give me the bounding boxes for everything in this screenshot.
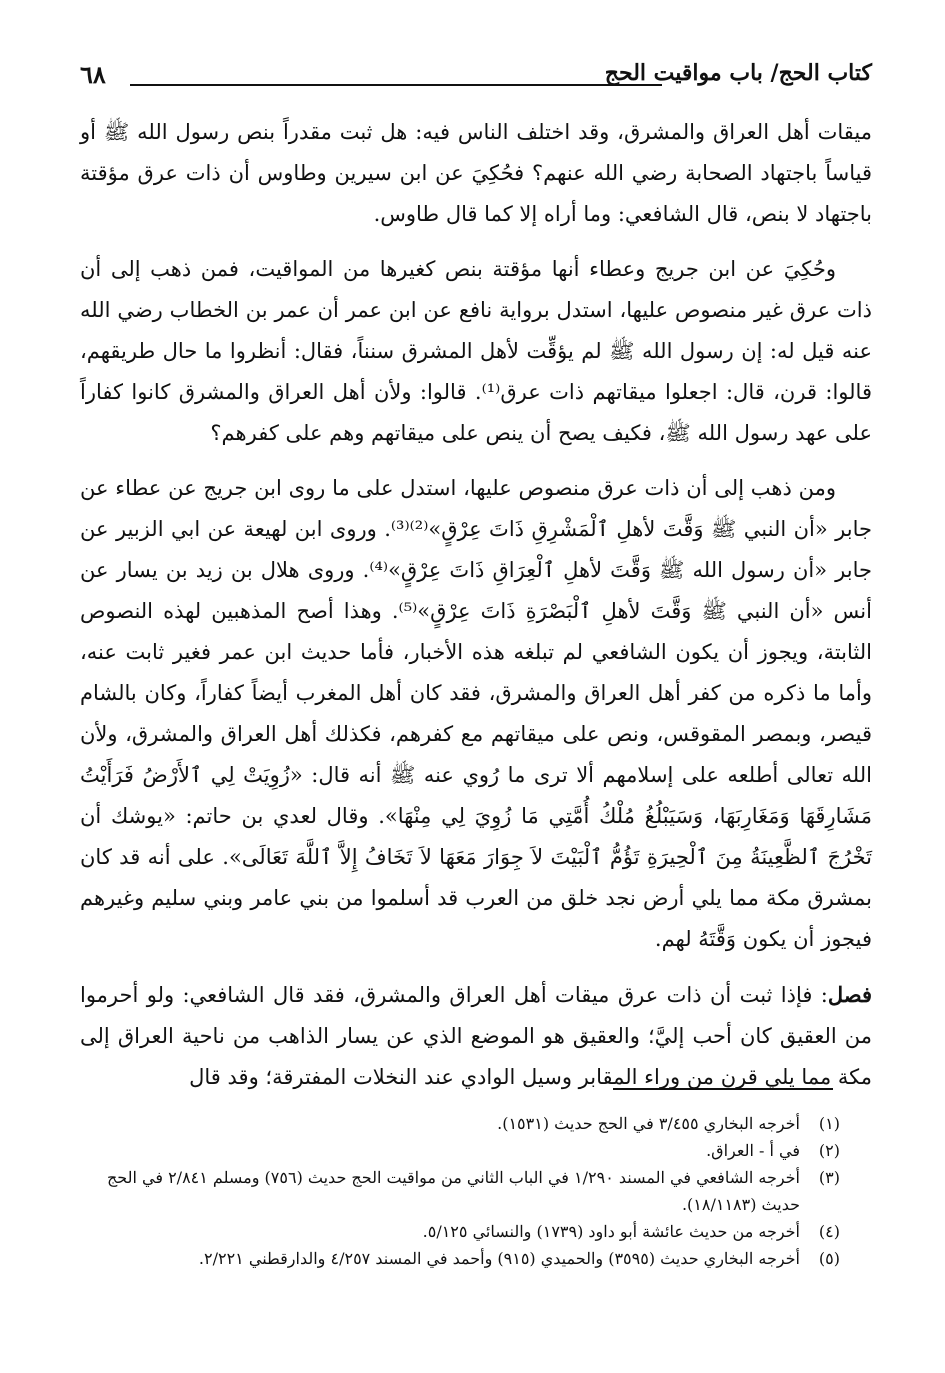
footnote-separator xyxy=(613,1088,833,1090)
footnote-1 xyxy=(80,1110,840,1137)
footnotes xyxy=(80,1110,840,1272)
running-header xyxy=(80,58,872,96)
paragraph-1: ميقات أهل العراق والمشرق، وقد اختلف الناس فيه: هل ثبت مقدراً بنص رسول الله ﷺ أو قياساً باجتهاد الصحابة رضي الله عنهم؟ فحُكِيَ عن ابن سيرين وطاوس أن ذات عرق مؤقتة باجتهاد لا بنص، قال الشافعي: وما أراه إلا كما قال طاوس. xyxy=(80,120,872,226)
footnote-number: (١) xyxy=(818,1114,840,1133)
paragraph-4 xyxy=(80,974,872,1098)
footnote-text: أخرجه الشافعي في المسند ١/٢٩٠ في الباب الثاني من مواقيت الحج حديث (٧٥٦) ومسلم ٢/٨٤١ في الحج حديث (١٨/١١٨٣). xyxy=(106,1168,800,1214)
paragraph-3: ومن ذهب إلى أن ذات عرق منصوص عليها، استدل على ما روى ابن جريج عن عطاء عن جابر «أن النبي ﷺ وَقَّتَ لأهلِ ٱلْمَشْرِقِ ذَاتَ عِرْقٍ»⁽²⁾⁽³⁾. وروى ابن لهيعة عن ابي الزبير عن جابر «أن رسول الله ﷺ وَقَّتَ لأهلِ ٱلْعِرَاقِ ذَاتَ عِرْقٍ»⁽⁴⁾. وروى هلال بن زيد بن يسار عن أنس «أن النبي ﷺ وَقَّتَ لأهلِ ٱلْبَصْرَةِ ذَاتَ عِرْقٍ»⁽⁵⁾. وهذا أصح المذهبين لهذه النصوص الثابتة، ويجوز أن يكون الشافعي لم تبلغه هذه الأخبار، فأما حديث ابن عمر فغير ثابت عنه، وأما ما ذكره من كفر أهل العراق والمشرق، فقد كان أهل المغرب أيضاً كفاراً، وكان بالشام قيصر، وبمصر المقوقس، ونص على ميقاتهم مع كفرهم، فكذلك أهل العراق والمشرق، ولأن الله تعالى أطلعه على إسلامهم ألا ترى ما رُوي عنه ﷺ أنه قال: «زُوِيَتْ لِي ٱلأَرْضُ فَرَأَيْتُ مَشَارِقَهَا وَمَغَارِبَهَا، وَسَيَبْلُغُ مُلْكُ أُمَّتِي مَا زُوِيَ لِي مِنْهَا». وقال لعدي بن حاتم: «يوشك أن تَخْرُجَ ٱلظَّعِينَةُ مِنَ ٱلْحِيرَةِ تَؤُمُّ ٱلْبَيْتَ لاَ جِوَارَ مَعَهَا لاَ تَخَافُ إِلاَّ ٱللَّهَ تَعَالَى». على أنه قد كان بمشرق مكة مما يلي أرض نجد خلق من العرب قد أسلموا من بني عامر وبني سليم وغيرهم فيجوز أن يكون وَقَّتَهُ لهم. xyxy=(80,476,872,951)
page-number: ٦٨ xyxy=(80,60,106,89)
footnote-number: (٣) xyxy=(818,1168,840,1187)
footnote-text: في أ - العراق. xyxy=(706,1141,800,1160)
footnote-5 xyxy=(80,1245,840,1272)
footnote-number: (٤) xyxy=(818,1222,840,1241)
section-lead: فصل xyxy=(827,982,872,1007)
header-rule xyxy=(130,84,662,86)
footnote-text: أخرجه من حديث عائشة أبو داود (١٧٣٩) والنسائي ٥/١٢٥. xyxy=(422,1222,800,1241)
footnote-text: أخرجه البخاري ٣/٤٥٥ في الحج حديث (١٥٣١). xyxy=(497,1114,800,1133)
footnote-3 xyxy=(80,1164,840,1218)
paragraph-4-text: : فإذا ثبت أن ذات عرق ميقات أهل العراق والمشرق، فقد قال الشافعي: ولو أحرموا من العقيق كان أحب إليَّ؛ والعقيق هو الموضع الذي عن يسار الذاهب من ناحية العراق إلى مكة مما يلي قرن من وراء المقابر وسيل الوادي عند النخلات المفترقة؛ وقد قال xyxy=(80,983,872,1089)
main-text xyxy=(80,112,872,1112)
paragraph-2: وحُكِيَ عن ابن جريج وعطاء أنها مؤقتة بنص كغيرها من المواقيت، فمن ذهب إلى أن ذات عرق غير منصوص عليها، استدل برواية نافع عن ابن عمر أن عمر بن الخطاب رضي الله عنه قيل له: إن رسول الله ﷺ لم يؤقِّت لأهل المشرق سنناً، فقال: أنظروا ما حال طريقهم، قالوا: قرن، قال: اجعلوا ميقاتهم ذات عرق⁽¹⁾. قالوا: ولأن أهل العراق والمشرق كانوا كفاراً على عهد رسول الله ﷺ، فكيف يصح أن ينص على ميقاتهم وهم على كفرهم؟ xyxy=(80,257,872,445)
footnote-number: (٢) xyxy=(818,1141,840,1160)
footnote-text: أخرجه البخاري حديث (٣٥٩٥) والحميدي (٩١٥) وأحمد في المسند ٤/٢٥٧ والدارقطني ٢/٢٢١. xyxy=(198,1249,800,1268)
footnote-2 xyxy=(80,1137,840,1164)
footnote-4 xyxy=(80,1218,840,1245)
footnote-number: (٥) xyxy=(818,1249,840,1268)
chapter-title: كتاب الحج/ باب مواقيت الحج xyxy=(604,60,872,86)
